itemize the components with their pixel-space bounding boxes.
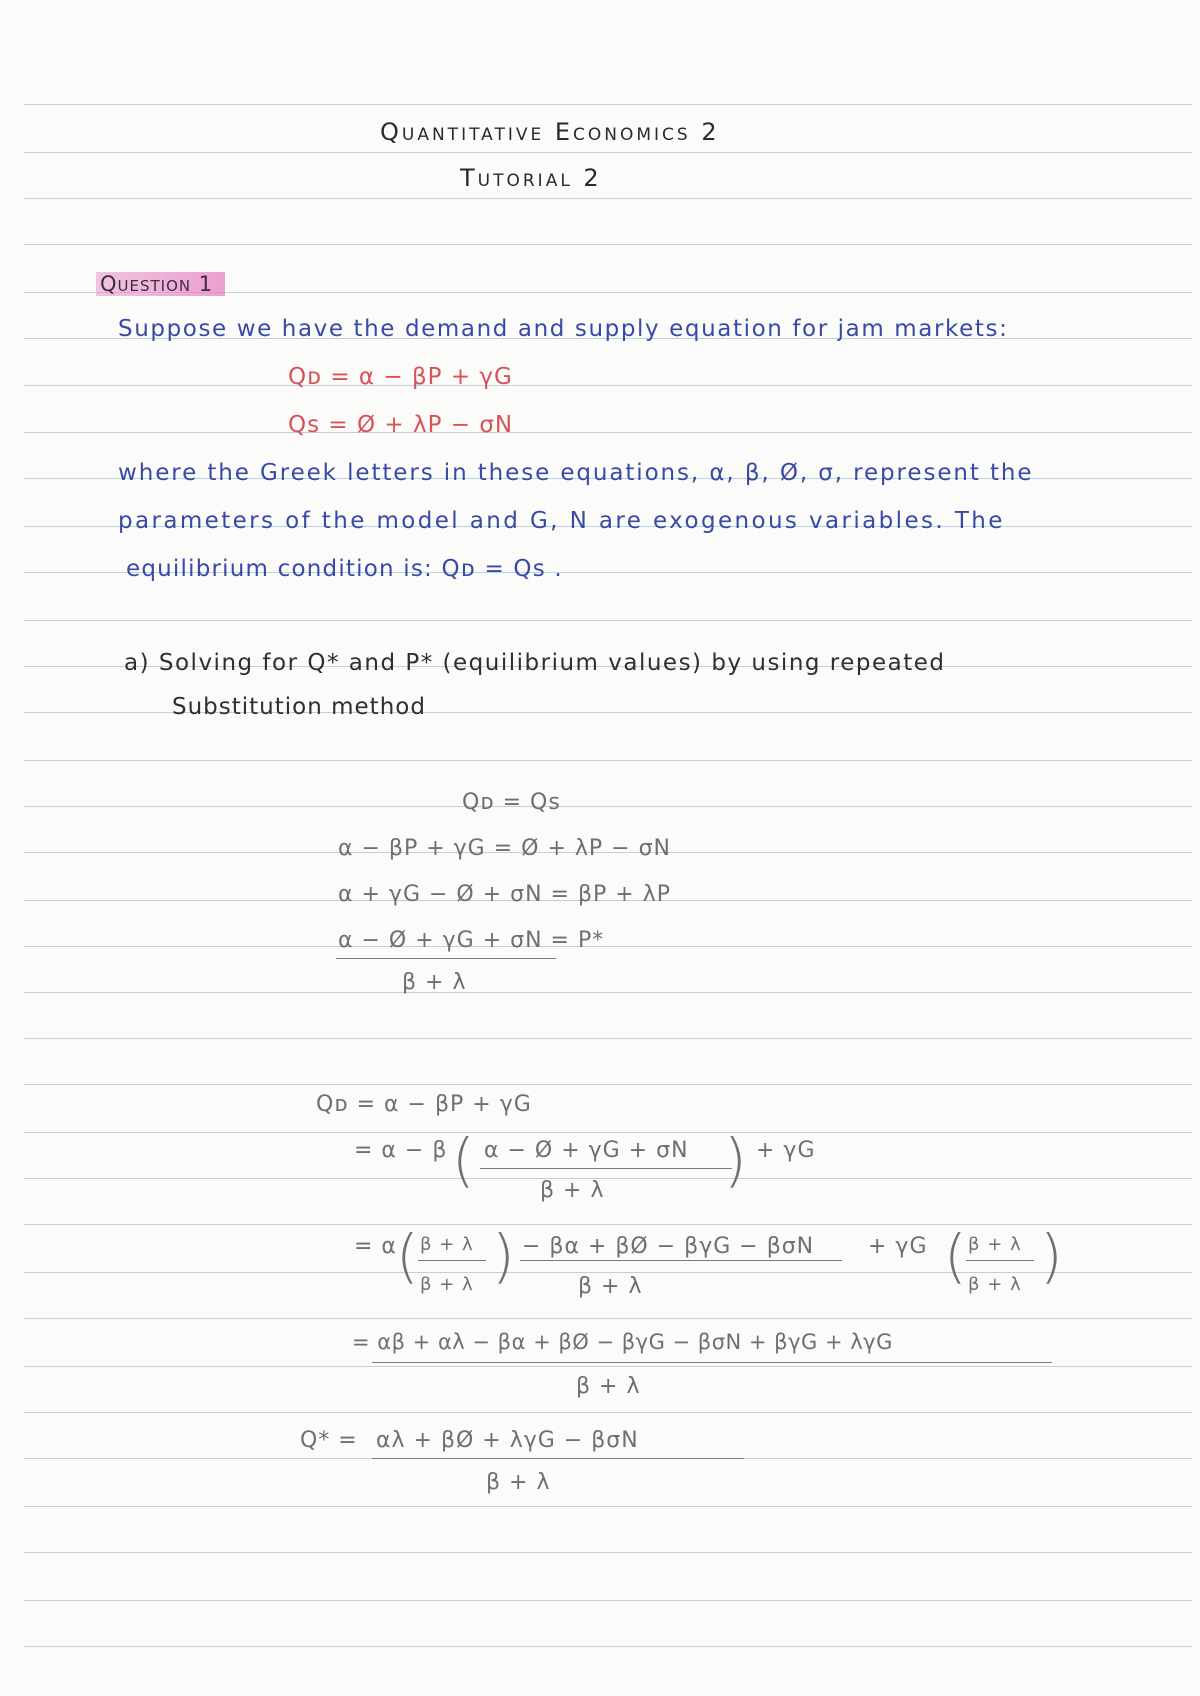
- page-title: Quantitative Economics 2: [380, 118, 720, 146]
- equilibrium-condition: Qᴅ = Qs: [462, 790, 561, 815]
- ruled-line: [24, 1224, 1192, 1225]
- q-star-fraction-bar: [372, 1458, 744, 1459]
- p-derivation-step-3: α + γG − Ø + σN = βP + λP: [338, 882, 671, 907]
- intro-line-4: equilibrium condition is: Qᴅ = Qs .: [126, 556, 563, 582]
- left-paren: (: [396, 1222, 419, 1290]
- ruled-line: [24, 432, 1192, 433]
- q-step-3-middle-numerator: − βα + βØ − βγG − βσN: [522, 1234, 815, 1259]
- q-step-4-denominator: β + λ: [576, 1374, 641, 1399]
- ruled-line: [24, 1132, 1192, 1133]
- intro-line-2: where the Greek letters in these equations, α, β, Ø, σ, represent the: [118, 460, 1034, 486]
- part-a-line-2: Substitution method: [172, 694, 426, 720]
- q-step-2-tail: + γG: [756, 1138, 816, 1163]
- p-star-fraction-bar: [336, 958, 556, 959]
- ruled-line: [24, 1600, 1192, 1601]
- ruled-line: [24, 1272, 1192, 1273]
- ruled-line: [24, 620, 1192, 621]
- right-paren: ): [492, 1222, 515, 1290]
- intro-line-3: parameters of the model and G, N are exogenous variables. The: [118, 508, 1005, 534]
- ruled-line: [24, 1318, 1192, 1319]
- right-paren: ): [724, 1126, 747, 1194]
- q-step-3-fraction-1-denominator: β + λ: [420, 1274, 474, 1295]
- q-step-3-fraction-2-bar: [966, 1260, 1034, 1261]
- q-step-3-plus: + γG: [868, 1234, 928, 1259]
- p-star-denominator: β + λ: [402, 970, 467, 995]
- q-step-3-fraction-2-numerator: β + λ: [968, 1234, 1022, 1255]
- ruled-line: [24, 992, 1192, 993]
- ruled-line: [24, 244, 1192, 245]
- ruled-line: [24, 385, 1192, 386]
- ruled-line: [24, 1038, 1192, 1039]
- ruled-line: [24, 1366, 1192, 1367]
- page-subtitle: Tutorial 2: [460, 164, 602, 192]
- q-step-2-numerator: α − Ø + γG + σN: [484, 1138, 689, 1163]
- intro-line-1: Suppose we have the demand and supply equation for jam markets:: [118, 316, 1009, 342]
- q-derivation-step-1: Qᴅ = α − βP + γG: [316, 1092, 532, 1117]
- ruled-line: [24, 1552, 1192, 1553]
- ruled-line: [24, 152, 1192, 153]
- q-step-2-fraction-bar: [480, 1168, 732, 1169]
- question-label: Question 1: [96, 272, 225, 296]
- ruled-line: [24, 806, 1192, 807]
- ruled-line: [24, 1084, 1192, 1085]
- p-derivation-step-2: α − βP + γG = Ø + λP − σN: [338, 836, 671, 861]
- ruled-line: [24, 1412, 1192, 1413]
- p-star-numerator: α − Ø + γG + σN = P*: [338, 928, 605, 953]
- q-step-3-fraction-2-denominator: β + λ: [968, 1274, 1022, 1295]
- ruled-line: [24, 946, 1192, 947]
- q-step-3-middle-bar: [520, 1260, 842, 1261]
- demand-equation: Qᴅ = α − βP + γG: [288, 364, 513, 390]
- part-a-line-1: a) Solving for Q* and P* (equilibrium values) by using repeated: [124, 650, 946, 676]
- right-paren: ): [1040, 1222, 1063, 1290]
- ruled-line: [24, 1506, 1192, 1507]
- ruled-line: [24, 104, 1192, 105]
- supply-equation: Qs = Ø + λP − σN: [288, 412, 514, 438]
- left-paren: (: [944, 1222, 967, 1290]
- ruled-line: [24, 1178, 1192, 1179]
- ruled-line: [24, 198, 1192, 199]
- ruled-line: [24, 760, 1192, 761]
- q-star-label: Q* =: [300, 1428, 358, 1453]
- q-star-denominator: β + λ: [486, 1470, 551, 1495]
- q-step-3-middle-denominator: β + λ: [578, 1274, 643, 1299]
- q-step-4-fraction-bar: [372, 1362, 1052, 1363]
- q-step-3-fraction-1-bar: [418, 1260, 486, 1261]
- q-step-3-fraction-1-numerator: β + λ: [420, 1234, 474, 1255]
- q-star-numerator: αλ + βØ + λγG − βσN: [376, 1428, 639, 1453]
- ruled-line: [24, 1646, 1192, 1647]
- q-step-2-denominator: β + λ: [540, 1178, 605, 1203]
- left-paren: (: [452, 1126, 475, 1194]
- q-step-4-numerator: = αβ + αλ − βα + βØ − βγG − βσN + βγG + λγG: [352, 1330, 893, 1354]
- q-step-2-lead: = α − β: [354, 1138, 448, 1163]
- q-step-3-lead: = α: [354, 1234, 397, 1259]
